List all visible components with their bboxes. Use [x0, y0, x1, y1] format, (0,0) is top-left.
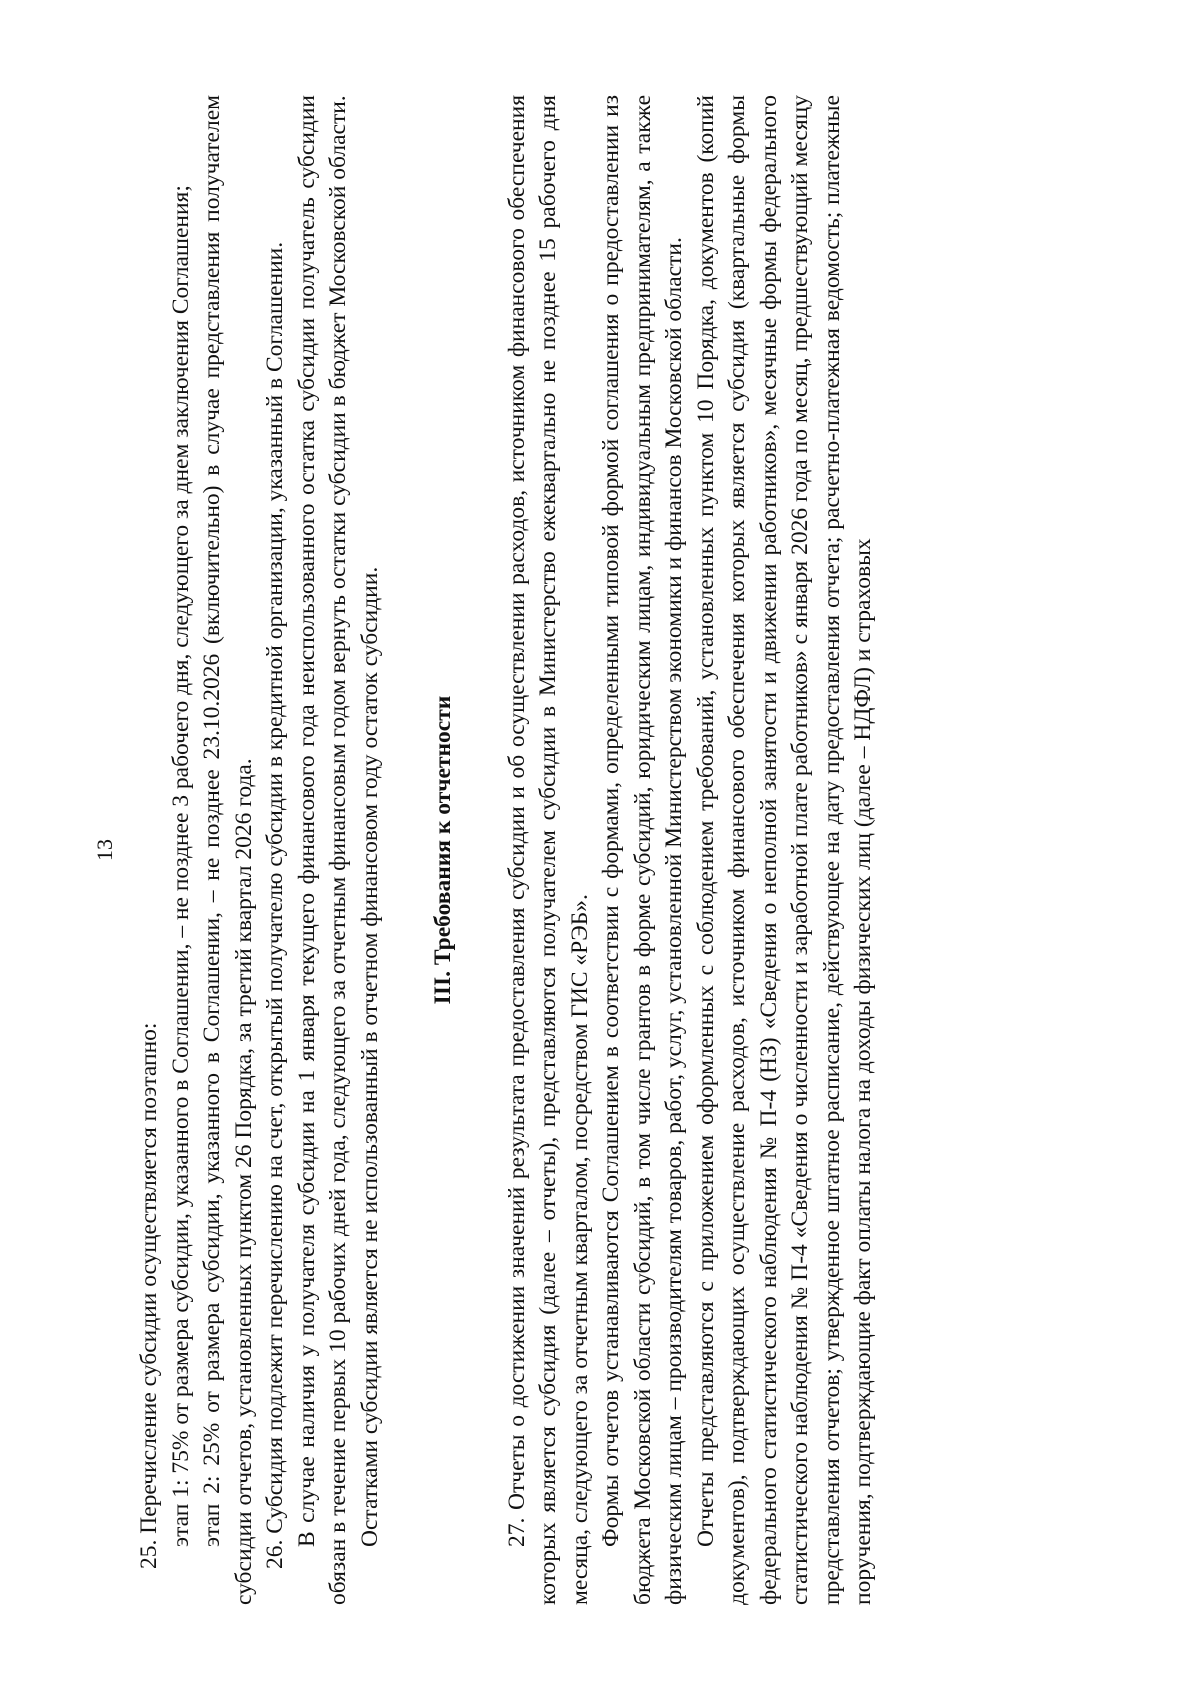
- paragraph-27-forms: Формы отчетов устанавливаются Соглашением в соответствии с формами, определенными типовой формой соглашения о предоставлении из бюджета Московской области субсидий, в том числе грантов в форме субсидий, юридическим лицам, индивидуальным предпринимателям, а также физическим лицам – производителям товаров, работ, услуг, установленной Министерством экономики и финансов Московской области.: [598, 95, 687, 1605]
- paragraph-26-definition: Остатками субсидии является не использованный в отчетном финансовом году остаток субсидии.: [356, 566, 383, 1547]
- paragraph-26: 26. Субсидия подлежит перечислению на счет, открытый получателю субсидии в кредитной организации, указанный в Соглашении.: [262, 241, 288, 1569]
- scan-dot: [605, 0, 606, 1]
- section-heading: III. Требования к отчетности: [430, 695, 456, 1005]
- paragraph-27: 27. Отчеты о достижении значений результата предоставления субсидии и об осуществлении расходов, источником финансового обеспечения которых является субсидия (далее – отчеты), представляются получателем субсидии в Министерство ежеквартально не позднее 15 рабочего дня месяца, следующего за отчетным кварталом, посредством ГИС «РЭБ».: [503, 95, 593, 1605]
- paragraph-25-intro: 25. Перечисление субсидии осуществляется поэтапно:: [136, 1022, 162, 1569]
- paragraph-25-stage-2: этап 2: 25% от размера субсидии, указанного в Соглашении, – не позднее 23.10.2026 (включительно) в случае представления получателем субсидии отчетов, установленных пунктом 26 Порядка, за третий квартал 2026 года.: [199, 95, 257, 1605]
- rotated-page-content: [90, 95, 1100, 1605]
- paragraph-26-remainder: В случае наличия у получателя субсидии на 1 января текущего финансового года неиспользованного остатка субсидии получатель субсидии обязан в течение первых 10 рабочих дней года, следующего за отчетным финансовым годом вернуть остатки субсидии в бюджет Московской области.: [293, 95, 351, 1605]
- paragraph-27-attachments: Отчеты представляются с приложением оформленных с соблюдением требований, установленных пунктом 10 Порядка, документов (копий документов), подтверждающих осуществление расходов, источником финансового обеспечения которых является субсидия (квартальные формы федерального статистического наблюдения № П-4 (НЗ) «Сведения о неполной занятости и движении работников», месячные формы федерального статистического наблюдения № П-4 «Сведения о численности и заработной плате работников» с января 2026 года по месяц, предшествующий месяцу представления отчетов; утвержденное штатное расписание, действующее на дату предоставления отчета; расчетно-платежная ведомость; платежные поручения, подтверждающие факт оплаты налога на доходы физических лиц (далее – НДФЛ) и страховых: [692, 95, 876, 1605]
- page-number: 13: [92, 839, 117, 861]
- paragraph-25-stage-1: этап 1: 75% от размера субсидии, указанного в Соглашении, – не позднее 3 рабочего дня, следующего за днем заключения Соглашения;: [167, 185, 194, 1547]
